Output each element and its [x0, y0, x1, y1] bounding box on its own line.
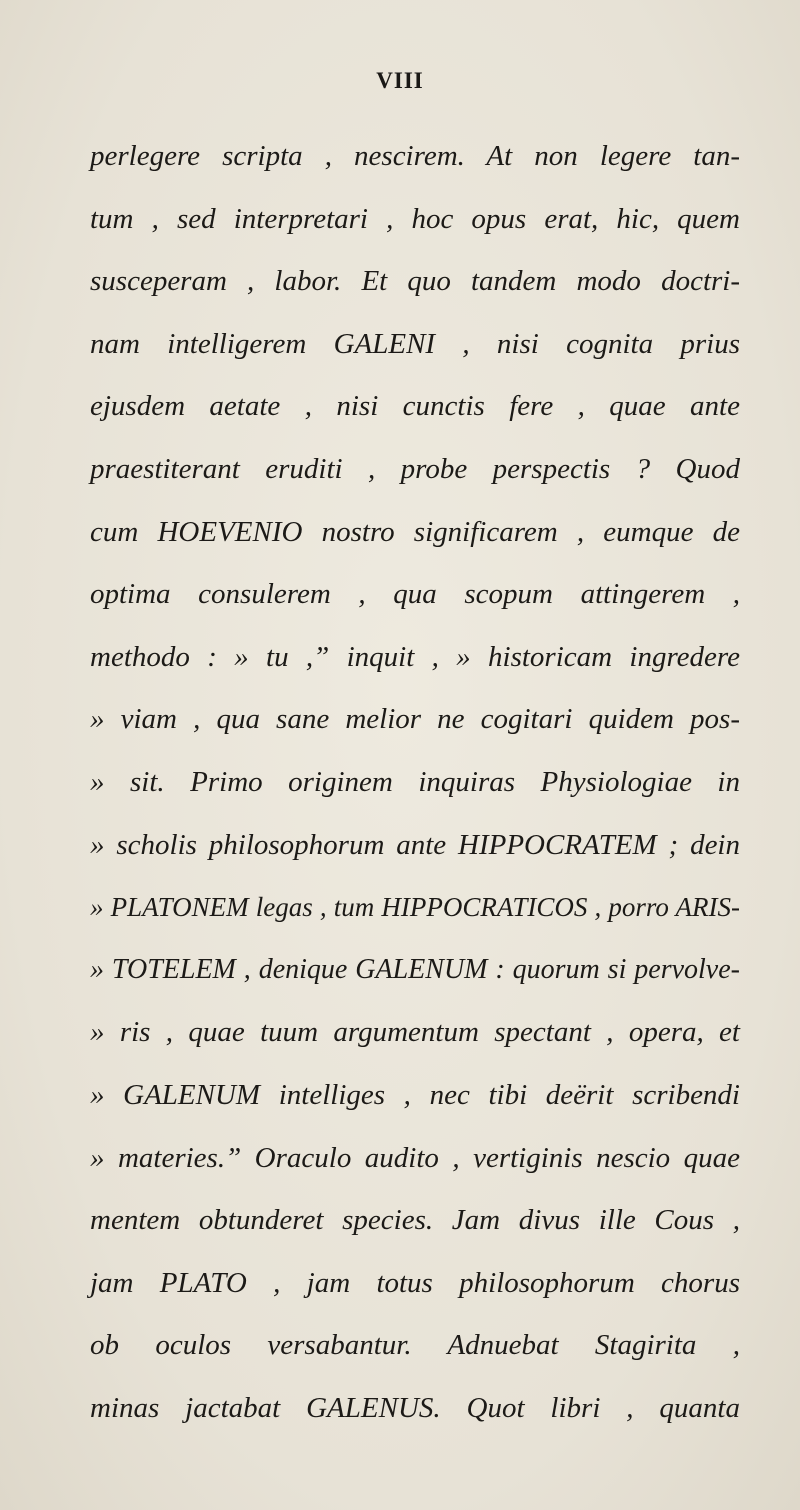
text-line: » sit. Primo originem inquiras Physiologiae in: [90, 765, 740, 798]
text-line: » PLATONEM legas , tum HIPPOCRATICOS , porro ARIS-: [90, 892, 740, 923]
text-line: » GALENUM intelliges , nec tibi deërit scribendi: [90, 1078, 740, 1111]
text-line: » materies.” Oraculo audito , vertiginis nescio quae: [90, 1141, 740, 1174]
page-number: VIII: [376, 68, 424, 93]
text-line: methodo : » tu ,” inquit , » historicam ingredere: [90, 640, 740, 673]
text-line: jam PLATO , jam totus philosophorum chorus: [90, 1266, 740, 1299]
text-line: ob oculos versabantur. Adnuebat Stagirita ,: [90, 1329, 740, 1362]
text-line: optima consulerem , qua scopum attingerem ,: [90, 578, 740, 611]
text-line: » ris , quae tuum argumentum spectant , opera, et: [90, 1016, 740, 1049]
text-line: tum , sed interpretari , hoc opus erat, hic, quem: [90, 202, 740, 235]
text-line: » viam , qua sane melior ne cogitari quidem pos-: [90, 703, 740, 736]
text-line: minas jactabat GALENUS. Quot libri , quanta: [90, 1391, 740, 1424]
text-line: nam intelligerem GALENI , nisi cognita prius: [90, 327, 740, 360]
text-line: ejusdem aetate , nisi cunctis fere , quae ante: [90, 390, 740, 423]
text-line: mentem obtunderet species. Jam divus ille Cous ,: [90, 1204, 740, 1237]
text-line: » scholis philosophorum ante HIPPOCRATEM ; dein: [90, 828, 740, 861]
text-line: » TOTELEM , denique GALENUM : quorum si pervolve-: [90, 953, 740, 985]
body-text: [90, 125, 740, 1439]
text-line: susceperam , labor. Et quo tandem modo doctri-: [90, 265, 740, 298]
text-line: praestiterant eruditi , probe perspectis ? Quod: [90, 452, 740, 485]
text-line: cum HOEVENIO nostro significarem , eumque de: [90, 515, 740, 548]
text-line: perlegere scripta , nescirem. At non legere tan-: [90, 140, 740, 172]
